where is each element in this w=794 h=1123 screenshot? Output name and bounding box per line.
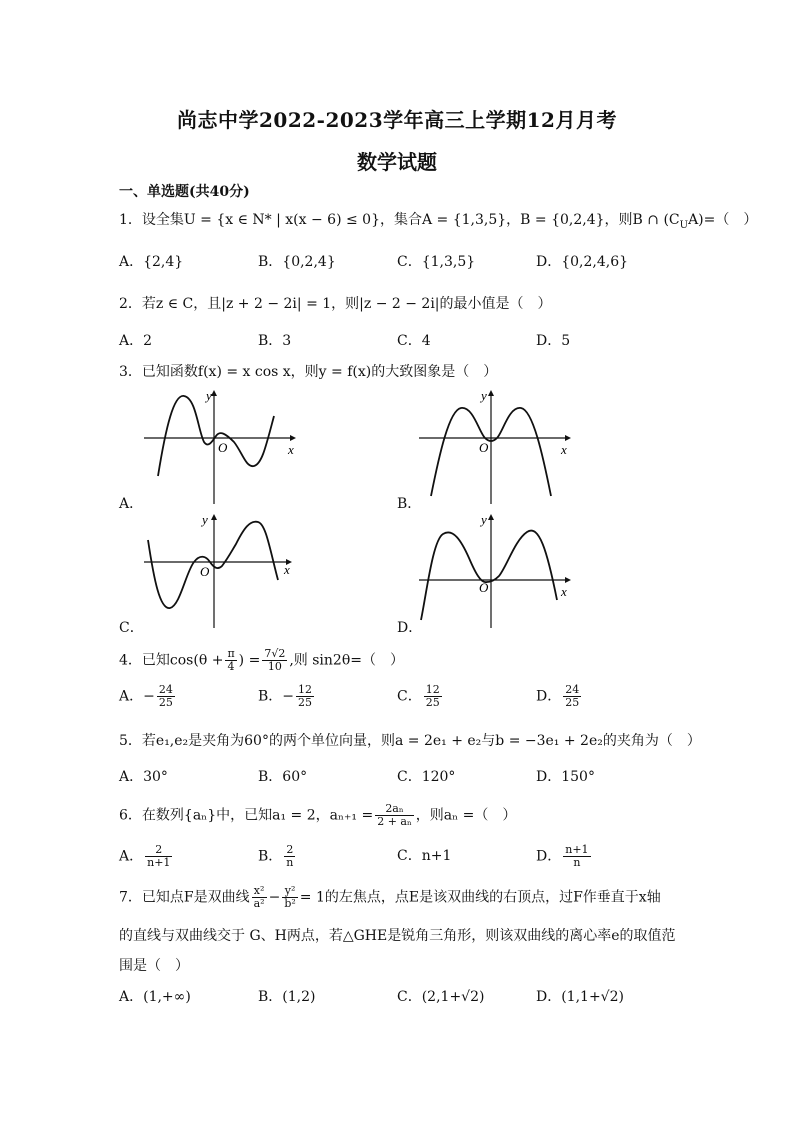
graph-b-origin: O	[479, 440, 489, 455]
q2-option-b[interactable]: B．3	[258, 333, 292, 349]
q2-option-d[interactable]: D．5	[536, 333, 571, 349]
recurrence-fraction: $\frac{\text{2aₙ}}{\text{2 + aₙ}}$	[377, 802, 412, 828]
seven-root2-over-10: $\frac{7√2}{10}$	[264, 647, 286, 673]
question-7-line-3: 围是（ ）	[119, 958, 189, 974]
graph-a-origin: O	[218, 440, 228, 455]
question-5-stem: 5．若e₁,e₂是夹角为60°的两个单位向量，则a = 2e₁ + e₂与b = −3e₁ + 2e₂的夹角为（ ）	[119, 733, 701, 749]
q5-option-a[interactable]: A．30°	[119, 769, 168, 785]
q3-option-c[interactable]: C．	[119, 620, 144, 636]
q4-option-a[interactable]: A．− $\frac{24}{25}$	[119, 683, 173, 709]
graph-a[interactable]	[140, 386, 300, 506]
question-3-stem: 3．已知函数f(x) = x cos x，则y = f(x)的大致图象是（ ）	[119, 364, 498, 380]
question-2-stem: 2．若z ∈ C，且|z + 2 − 2i| = 1，则|z − 2 − 2i|的最小值是（ ）	[119, 296, 552, 312]
q6-option-b[interactable]: B． $\frac{2}{n}$	[258, 843, 294, 869]
q1-option-c[interactable]: C．{1,3,5}	[397, 254, 476, 270]
graph-c[interactable]	[140, 510, 300, 630]
graph-c-x-label: x	[284, 562, 290, 577]
graph-c-y-label: y	[202, 512, 208, 527]
question-6-stem: 6．在数列{aₙ}中，已知a₁ = 2，aₙ₊₁ = $\frac{\text{2aₙ}}{\text{2 + aₙ}}$ ，则aₙ =（ ）	[119, 802, 517, 828]
q1-option-d[interactable]: D．{0,2,4,6}	[536, 254, 629, 270]
q3-option-d[interactable]: D．	[397, 620, 423, 636]
q5-option-d[interactable]: D．150°	[536, 769, 595, 785]
graph-b-y-label: y	[481, 388, 487, 403]
graph-c-origin: O	[200, 564, 210, 579]
question-4-stem: 4．已知cos(θ + $\frac{\pi}{4}$ ) = $\frac{7√2}{10}$ ,则 sin2θ=（ ）	[119, 647, 404, 673]
q7-option-a[interactable]: A．(1,+∞)	[119, 989, 191, 1005]
question-7-line-1: 7．已知点F是双曲线 $\frac{\text{x²}}{\text{a²}}$ − $\frac{\text{y²}}{\text{b²}}$ = 1的左焦点，点E是该双曲线的右顶点，过F作垂直于x轴	[119, 884, 661, 910]
q2-option-c[interactable]: C．4	[397, 333, 431, 349]
q5-option-b[interactable]: B．60°	[258, 769, 308, 785]
q1-option-a[interactable]: A．{2,4}	[119, 254, 184, 270]
q5-option-c[interactable]: C．120°	[397, 769, 456, 785]
q3-option-b[interactable]: B．	[397, 496, 422, 512]
q4-option-b[interactable]: B．− $\frac{12}{25}$	[258, 683, 313, 709]
graph-b[interactable]	[415, 386, 575, 506]
graph-d-origin: O	[479, 580, 489, 595]
q7-option-d[interactable]: D．(1,1+√2)	[536, 989, 624, 1005]
q3-option-a[interactable]: A．	[119, 496, 144, 512]
q6-option-a[interactable]: A． $\frac{2}{n+1}$	[119, 843, 171, 869]
graph-a-y-label: y	[206, 388, 212, 403]
q2-option-a[interactable]: A．2	[119, 333, 153, 349]
question-1-stem: 1．设全集U = {x ∈ N* | x(x − 6) ≤ 0}，集合A = {1,3,5}，B = {0,2,4}，则B ∩ $(C_UA)=$（ ）	[119, 212, 758, 231]
q6-option-c[interactable]: C．n+1	[397, 848, 452, 864]
graph-d-y-label: y	[481, 512, 487, 527]
q1-option-b[interactable]: B．{0,2,4}	[258, 254, 336, 270]
graph-d-x-label: x	[561, 584, 567, 599]
q7-option-c[interactable]: C．(2,1+√2)	[397, 989, 485, 1005]
graph-b-x-label: x	[561, 442, 567, 457]
graph-a-x-label: x	[288, 442, 294, 457]
q7-option-b[interactable]: B．(1,2)	[258, 989, 316, 1005]
pi-over-4: $\frac{\pi}{4}$	[227, 647, 235, 673]
q4-option-c[interactable]: C． $\frac{12}{25}$	[397, 683, 440, 709]
q6-option-d[interactable]: D． $\frac{n+1}{n}$	[536, 843, 589, 869]
exam-title: 尚志中学2022-2023学年高三上学期12月月考	[177, 108, 617, 132]
q4-option-d[interactable]: D． $\frac{24}{25}$	[536, 683, 580, 709]
question-7-line-2: 的直线与双曲线交于 G、H两点，若△GHE是锐角三角形，则该双曲线的离心率e的取值范	[119, 928, 676, 944]
graph-d[interactable]	[415, 510, 575, 630]
exam-subtitle: 数学试题	[357, 150, 437, 174]
section-heading: 一、单选题(共40分)	[119, 184, 250, 200]
